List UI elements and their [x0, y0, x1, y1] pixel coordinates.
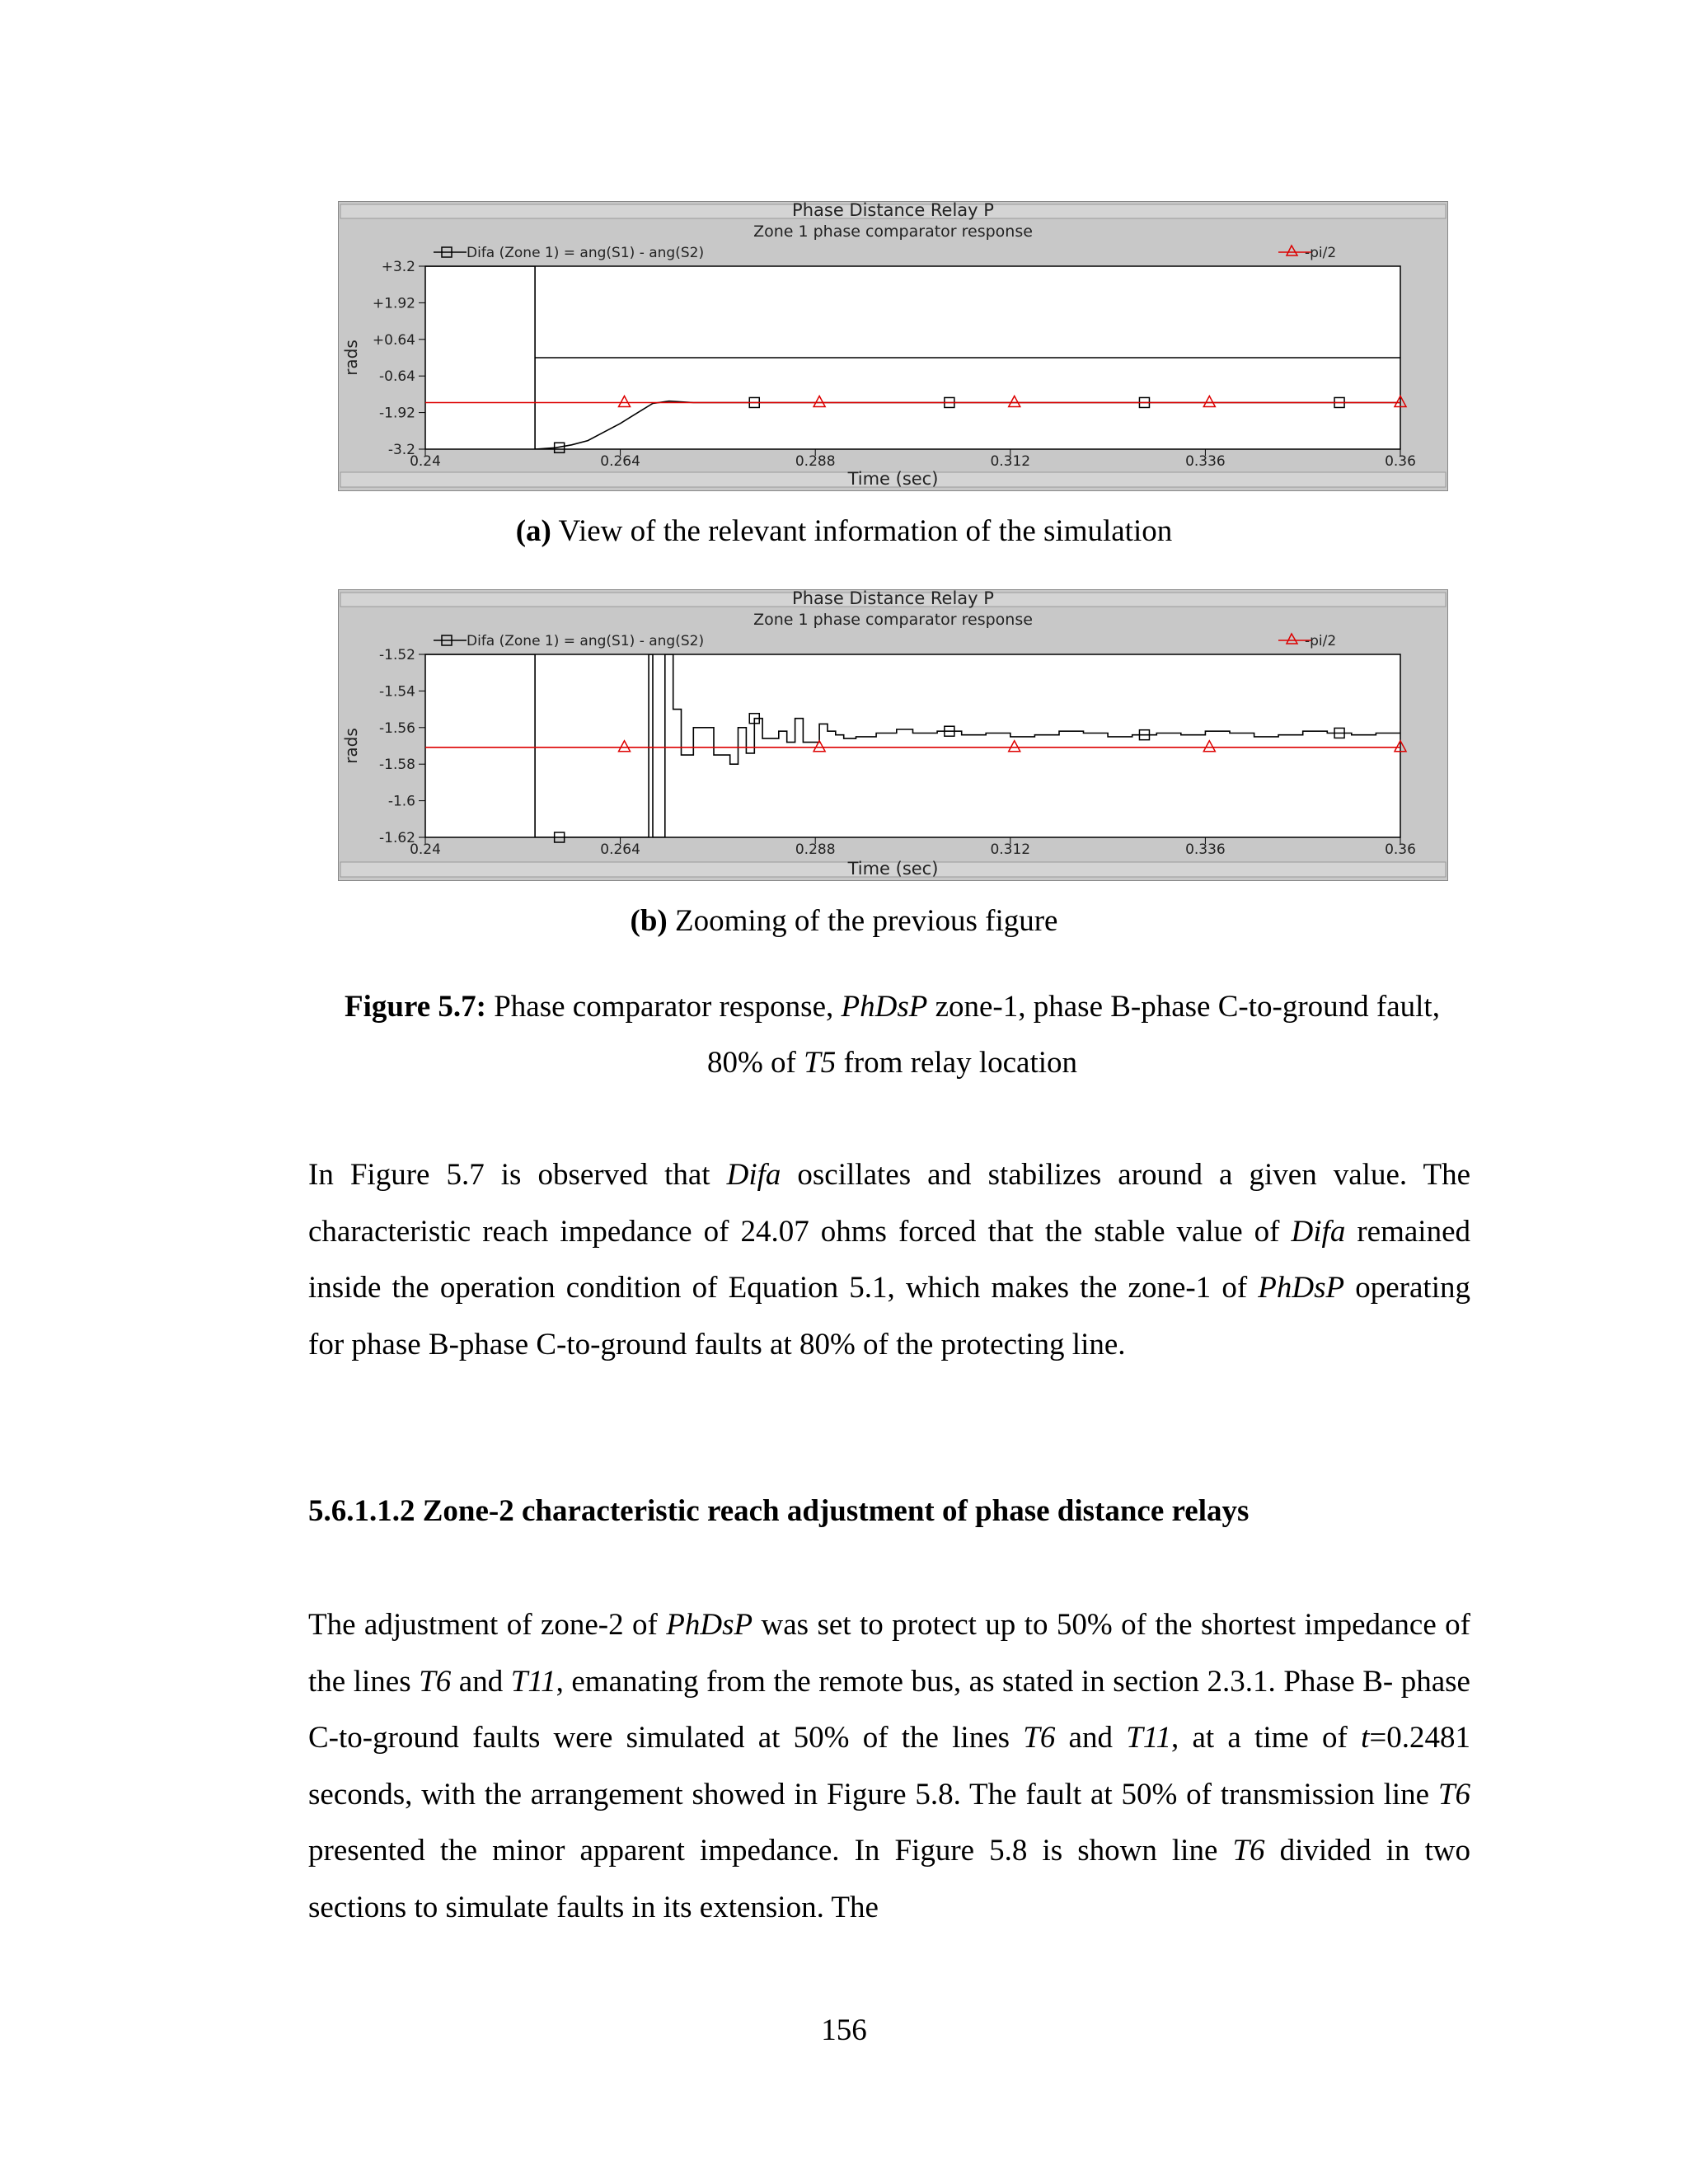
paragraph-text: was set to protect up to 50% of the shortest impedance of the lines: [308, 1608, 1470, 1699]
figure-a-caption-label: (a): [515, 514, 551, 548]
paragraph-text: operating for phase B-phase C-to-ground faults at 80% of the protecting line.: [308, 1271, 1470, 1361]
x-tick-label: 0.36: [1385, 841, 1416, 858]
paragraph-italic: T6: [419, 1664, 452, 1699]
paragraph-text: In Figure 5.7 is observed that: [308, 1158, 727, 1192]
y-axis-label: rads: [341, 728, 361, 764]
paragraph-italic: T11: [1126, 1721, 1172, 1755]
x-tick-label: 0.264: [600, 841, 640, 858]
paragraph-italic: Difa: [1291, 1214, 1346, 1249]
section-heading: 5.6.1.1.2 Zone-2 characteristic reach adjustment of phase distance relays: [308, 1494, 1250, 1528]
x-axis-label: Time (sec): [847, 469, 939, 489]
paragraph-text: and: [1055, 1721, 1127, 1755]
figure-a: [338, 201, 1448, 491]
chart-subtitle: Zone 1 phase comparator response: [753, 611, 1033, 629]
x-tick-label: 0.288: [795, 453, 836, 470]
paragraph-italic: PhDsP: [666, 1608, 753, 1642]
x-tick-label: 0.336: [1185, 841, 1226, 858]
y-tick-label: -1.58: [379, 757, 415, 774]
y-tick-label: -1.54: [379, 683, 415, 701]
x-tick-label: 0.312: [990, 453, 1031, 470]
paragraph-text: presented the minor apparent impedance. In Figure 5.8 is shown line: [308, 1834, 1233, 1868]
figure-caption-italic: T5: [804, 1046, 837, 1080]
paragraph-text: , at a time of: [1171, 1721, 1362, 1755]
chart-title: Phase Distance Relay P: [792, 202, 994, 220]
paragraph-text: =0.2481 seconds, with the arrangement showed in Figure 5.8. The fault at 50% of transmission line: [308, 1721, 1470, 1811]
figure-caption-label: Figure 5.7:: [345, 990, 486, 1024]
figure-b-caption: [0, 903, 1688, 939]
figure-caption-italic: PhDsP: [841, 990, 928, 1024]
legend-difa: Difa (Zone 1) = ang(S1) - ang(S2): [467, 633, 705, 649]
chart-title: Phase Distance Relay P: [792, 590, 994, 608]
figure-caption-text: Phase comparator response,: [485, 990, 842, 1024]
legend-pi2: -pi/2: [1305, 633, 1337, 649]
plot-area: [425, 654, 1400, 837]
legend-difa: Difa (Zone 1) = ang(S1) - ang(S2): [467, 245, 705, 261]
paragraph-italic: T6: [1023, 1721, 1056, 1755]
legend-pi2: -pi/2: [1305, 245, 1337, 261]
paragraph-italic: T11: [510, 1664, 556, 1699]
y-tick-label: -1.92: [379, 405, 415, 422]
x-axis-label: Time (sec): [847, 859, 939, 879]
paragraph-text: The adjustment of zone-2 of: [308, 1608, 667, 1642]
x-tick-label: 0.288: [795, 841, 836, 858]
paragraph-text: remained inside the operation condition of Equation 5.1, which makes the zone-1 of: [308, 1214, 1471, 1305]
paragraph-text: , emanating from the remote bus, as stated in section 2.3.1. Phase B- phase C-to-ground faults were simulated at 50% of the lines: [308, 1664, 1470, 1755]
paragraph-text: divided in two sections to simulate faults in its extension. The: [308, 1834, 1471, 1924]
x-tick-label: 0.312: [990, 841, 1031, 858]
page-number: 156: [821, 2013, 867, 2047]
figure-a-caption: [0, 513, 1688, 549]
y-tick-label: +3.2: [381, 259, 415, 275]
x-tick-label: 0.24: [410, 841, 441, 858]
y-tick-label: +1.92: [372, 295, 415, 312]
y-tick-label: -1.62: [379, 830, 415, 846]
chart-subtitle: Zone 1 phase comparator response: [753, 223, 1033, 241]
paragraph-italic: T6: [1437, 1777, 1470, 1811]
paragraph-italic: T6: [1232, 1834, 1265, 1868]
y-tick-label: -1.6: [387, 793, 415, 810]
paragraph-italic: t: [1361, 1721, 1370, 1755]
legend-triangle-marker: [1287, 634, 1297, 644]
figure-caption-text: zone-1, phase B-phase C-to-ground fault, 80% of: [706, 990, 1440, 1080]
figure-b-caption-label: (b): [630, 904, 668, 938]
y-tick-label: -1.56: [379, 719, 415, 737]
paragraph-italic: PhDsP: [1258, 1271, 1345, 1305]
paragraph-text: oscillates and stabilizes around a given value. The characteristic reach impedance of 24.07 ohms forced that the stable value of: [308, 1158, 1471, 1249]
paragraph-text: and: [451, 1664, 511, 1699]
paragraph-2: [308, 1597, 1470, 1936]
legend-triangle-marker: [1287, 246, 1297, 255]
x-tick-label: 0.264: [600, 453, 640, 470]
y-tick-label: -3.2: [387, 442, 415, 458]
chart-a-svg: [339, 202, 1447, 490]
y-axis-label: rads: [341, 340, 361, 376]
y-tick-label: -0.64: [379, 368, 415, 386]
x-tick-label: 0.336: [1185, 453, 1226, 470]
figure-caption: [338, 979, 1447, 1091]
x-tick-label: 0.24: [410, 453, 441, 470]
paragraph-italic: Difa: [726, 1158, 781, 1192]
y-tick-label: +0.64: [372, 331, 415, 349]
figure-b: [338, 589, 1448, 881]
figure-caption-text: from relay location: [836, 1046, 1078, 1080]
figure-b-caption-text: Zooming of the previous figure: [667, 904, 1058, 938]
chart-b-svg: [339, 590, 1447, 880]
figure-a-caption-text: View of the relevant information of the simulation: [551, 514, 1173, 548]
paragraph-1: [308, 1147, 1470, 1373]
y-tick-label: -1.52: [379, 647, 415, 663]
x-tick-label: 0.36: [1385, 453, 1416, 470]
